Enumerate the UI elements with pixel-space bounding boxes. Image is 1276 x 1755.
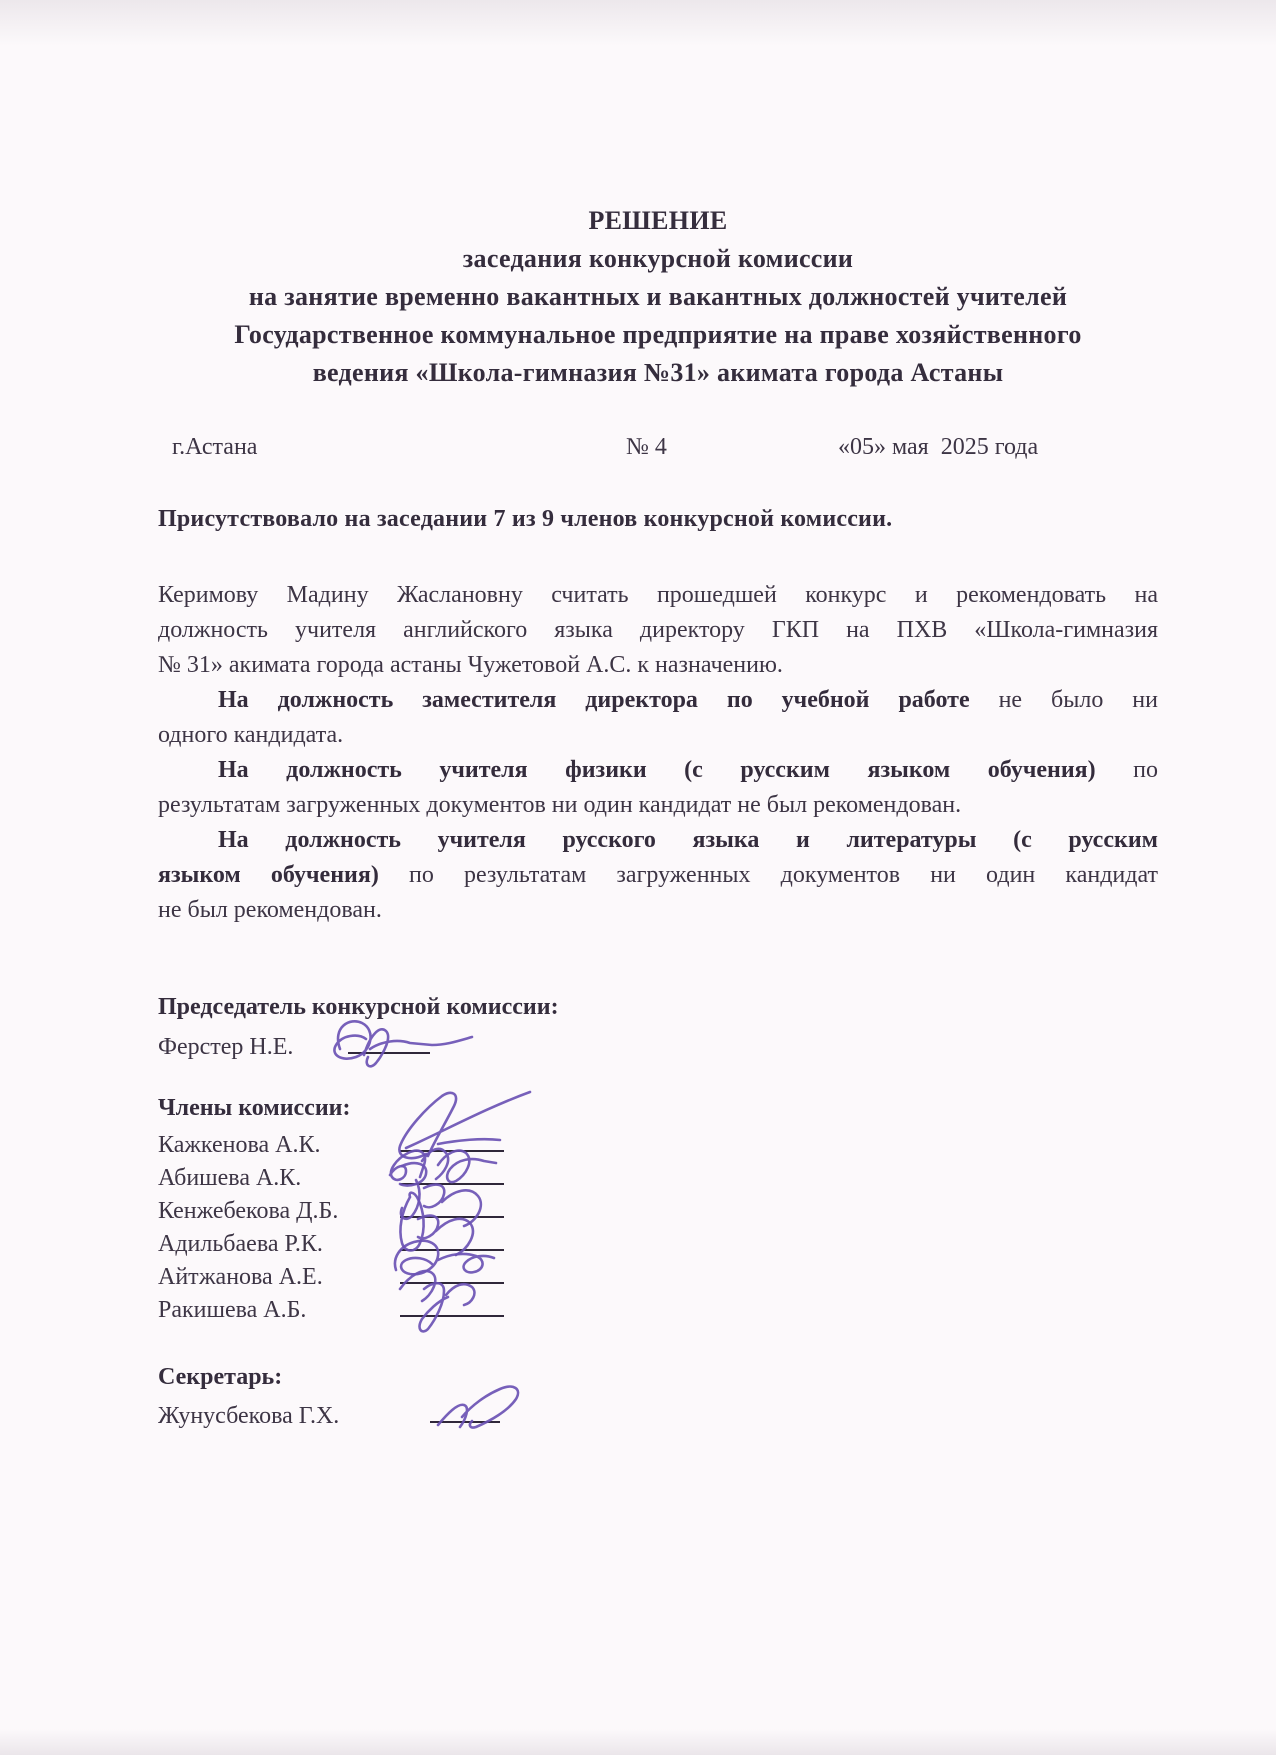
signatory-name: Айтжанова А.Е.	[158, 1264, 323, 1290]
signature-row	[158, 1291, 1158, 1324]
title-line: Государственное коммунальное предприятие на праве хозяйственного	[234, 320, 1082, 349]
text-line	[158, 753, 1158, 788]
text-segment: языком обучения)	[158, 862, 379, 888]
text-segment: результатам загруженных документов ни один кандидат не был рекомендован.	[158, 792, 962, 818]
text-line	[158, 718, 1158, 753]
text-segment: не было ни	[969, 687, 1158, 713]
text-segment: На должность учителя русского языка и литературы (с русским	[218, 827, 1158, 853]
signature-row	[158, 1192, 1158, 1225]
signature-block-title: Секретарь:	[158, 1364, 283, 1390]
text-segment: должность учителя английского языка директору ГКП на ПХВ «Школа-гимназия	[158, 617, 1158, 643]
text-segment: На должность учителя физики (с русским языком обучения)	[218, 757, 1096, 783]
signatory-name: Ферстер Н.Е.	[158, 1034, 294, 1060]
text-line	[158, 578, 1158, 613]
signature-block-title: Председатель конкурсной комиссии:	[158, 994, 559, 1020]
signature-row	[158, 1027, 1158, 1067]
text-line	[158, 648, 1158, 683]
text-line	[158, 858, 1158, 893]
document-content	[158, 202, 1158, 1437]
text-line	[158, 823, 1158, 858]
signature-row	[158, 1225, 1158, 1258]
paragraph	[158, 578, 1158, 683]
signature-block-chair	[158, 990, 1158, 1067]
signatory-name: Кенжебекова Д.Б.	[158, 1198, 339, 1224]
title-line: ведения «Школа-гимназия №31» акимата города Астаны	[312, 358, 1004, 387]
meta-date: «05» мая 2025 года	[838, 434, 1039, 460]
meta-number: № 4	[626, 434, 667, 460]
document-body	[158, 578, 1158, 928]
text-line	[158, 788, 1158, 823]
presence-line: Присутствовало на заседании 7 из 9 членов конкурсной комиссии.	[158, 506, 893, 532]
signatory-name: Ракишева А.Б.	[158, 1297, 307, 1323]
text-segment: На должность заместителя директора по учебной работе	[218, 687, 970, 713]
signature-area	[158, 990, 1158, 1437]
signature-row	[158, 1258, 1158, 1291]
signature-row	[158, 1395, 1158, 1437]
signature-block-title: Члены комиссии:	[158, 1095, 351, 1121]
title-line: РЕШЕНИЕ	[588, 206, 728, 235]
signatory-name: Кажкенова А.К.	[158, 1132, 321, 1158]
title-line: заседания конкурсной комиссии	[462, 244, 854, 273]
paragraph	[158, 823, 1158, 928]
signature-row	[158, 1126, 1158, 1159]
text-line	[158, 613, 1158, 648]
meta-row	[158, 430, 1158, 465]
signatory-name: Абишева А.К.	[158, 1165, 302, 1191]
text-segment: № 31» акимата города астаны Чужетовой А.С. к назначению.	[158, 652, 783, 678]
text-segment: по результатам загруженных документов ни один кандидат	[378, 862, 1158, 888]
text-segment: Керимову Мадину Жаслановну считать прошедшей конкурс и рекомендовать на	[158, 582, 1158, 608]
signatory-name: Жунусбекова Г.Х.	[158, 1403, 340, 1429]
signatory-name: Адильбаева Р.К.	[158, 1231, 323, 1257]
signature-block-secretary	[158, 1360, 1158, 1437]
signature-row	[158, 1159, 1158, 1192]
paragraph	[158, 753, 1158, 823]
signature-zhunusbekova	[410, 1377, 560, 1439]
signature-block-members	[158, 1091, 1158, 1324]
signature-ferster	[306, 1013, 536, 1075]
document-title-block	[158, 202, 1158, 392]
paragraph	[158, 683, 1158, 753]
text-line	[158, 683, 1158, 718]
text-segment: по	[1095, 757, 1158, 783]
text-segment: не был рекомендован.	[158, 897, 382, 923]
text-line	[158, 893, 1158, 928]
signature-rakisheva	[380, 1251, 548, 1337]
meta-city: г.Астана	[172, 434, 258, 460]
text-segment: одного кандидата.	[158, 722, 344, 748]
title-line: на занятие временно вакантных и вакантных должностей учителей	[248, 282, 1068, 311]
